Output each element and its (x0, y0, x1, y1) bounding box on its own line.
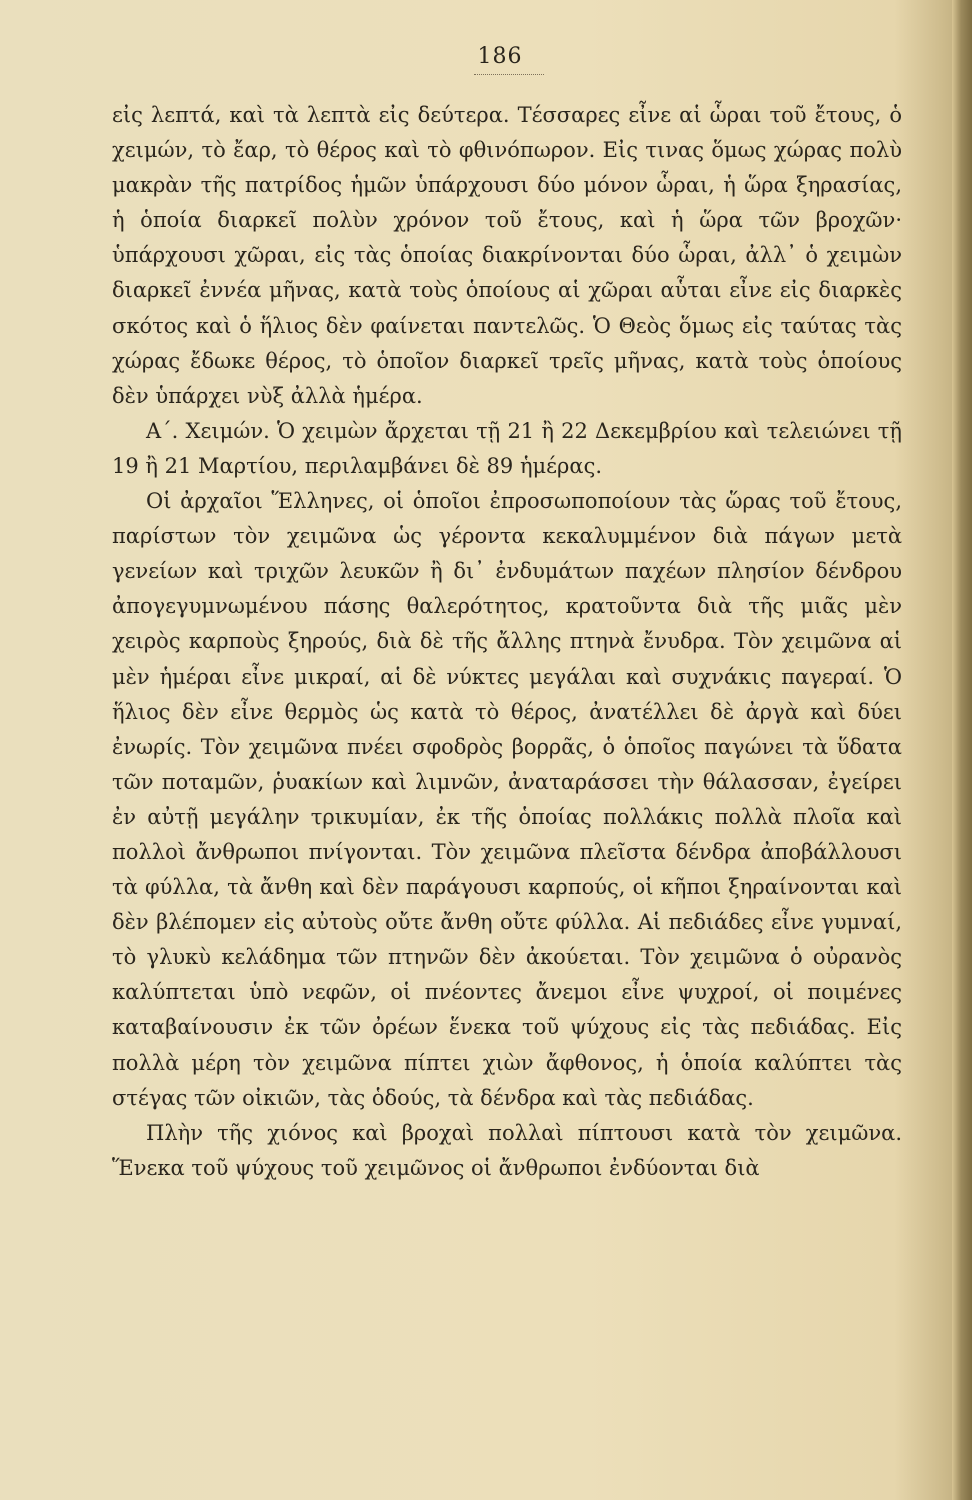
paragraph-winter-heading: Α΄. Χειμών. Ὁ χειμὼν ἄρχεται τῇ 21 ἢ 22 Δεκεμβρίου καὶ τελειώνει τῇ 19 ἢ 21 Μαρτίου, περιλαμβάνει δὲ 89 ἡμέρας. (112, 418, 902, 478)
paragraph-snow-rain: Πλὴν τῆς χιόνος καὶ βροχαὶ πολλαὶ πίπτουσι κατὰ τὸν χειμῶνα. Ἕνεκα τοῦ ψύχους τοῦ χειμῶνος οἱ ἄνθρωποι ἐνδύονται διὰ (112, 1120, 902, 1180)
paragraph-winter-description: Οἱ ἀρχαῖοι Ἕλληνες, οἱ ὁποῖοι ἐπροσωποποίουν τὰς ὥρας τοῦ ἔτους, παρίστων τὸν χειμῶνα ὡς γέροντα κεκαλυμμένον διὰ πάγων μετὰ γενείων καὶ τριχῶν λευκῶν ἢ δι᾽ ἐνδυμάτων παχέων πλησίον δένδρου ἀπογεγυμνωμένου πάσης θαλερότητος, κρατοῦντα διὰ τῆς μιᾶς μὲν χειρὸς καρποὺς ξηρούς, διὰ δὲ τῆς ἄλλης πτηνὰ ἔνυδρα. Τὸν χειμῶνα αἱ μὲν ἡμέραι εἶνε μικραί, αἱ δὲ νύκτες μεγάλαι καὶ συχνάκις παγεραί. Ὁ ἥλιος δὲν εἶνε θερμὸς ὡς κατὰ τὸ θέρος, ἀνατέλλει δὲ ἀργὰ καὶ δύει ἐνωρίς. Τὸν χειμῶνα πνέει σφοδρὸς βορρᾶς, ὁ ὁποῖος παγώνει τὰ ὕδατα τῶν ποταμῶν, ῥυακίων καὶ λιμνῶν, ἀναταράσσει τὴν θάλασσαν, ἐγείρει ἐν αὐτῇ μεγάλην τρικυμίαν, ἐκ τῆς ὁποίας πολλάκις πολλὰ πλοῖα καὶ πολλοὶ ἄνθρωποι πνίγονται. Τὸν χειμῶνα πλεῖστα δένδρα ἀποβάλλουσι τὰ φύλλα, τὰ ἄνθη καὶ δὲν παράγουσι καρπούς, οἱ κῆποι ξηραίνονται καὶ δὲν βλέπομεν εἰς αὐτοὺς οὔτε ἄνθη οὔτε φύλλα. Αἱ πεδιάδες εἶνε γυμναί, τὸ γλυκὺ κελάδημα τῶν πτηνῶν δὲν ἀκούεται. Τὸν χειμῶνα ὁ οὐρανὸς καλύπτεται ὑπὸ νεφῶν, οἱ πνέοντες ἄνεμοι εἶνε ψυχροί, οἱ ποιμένες καταβαίνουσιν ἐκ τῶν ὀρέων ἕνεκα τοῦ ψύχους εἰς τὰς πεδιάδας. Εἰς πολλὰ μέρη τὸν χειμῶνα πίπτει χιὼν ἄφθονος, ἡ ὁποία καλύπτει τὰς στέγας τῶν οἰκιῶν, τὰς ὁδούς, τὰ δένδρα καὶ τὰς πεδιάδας. (112, 489, 902, 1110)
page-edge-shadow (952, 0, 972, 1500)
page-number: 186 (477, 44, 523, 69)
page-number-underline (474, 74, 544, 75)
paragraph-continuation: εἰς λεπτά, καὶ τὰ λεπτὰ εἰς δεύτερα. Τέσσαρες εἶνε αἱ ὧραι τοῦ ἔτους, ὁ χειμών, τὸ ἔαρ, τὸ θέρος καὶ τὸ φθινόπωρον. Εἰς τινας ὅμως χώρας πολὺ μακρὰν τῆς πατρίδος ἡμῶν ὑπάρχουσι δύο μόνον ὧραι, ἡ ὥρα ξηρασίας, ἡ ὁποία διαρκεῖ πολὺν χρόνον τοῦ ἔτους, καὶ ἡ ὥρα τῶν βροχῶν· ὑπάρχουσι χῶραι, εἰς τὰς ὁποίας διακρίνονται δύο ὧραι, ἀλλ᾽ ὁ χειμὼν διαρκεῖ ἐννέα μῆνας, κατὰ τοὺς ὁποίους αἱ χῶραι αὗται εἶνε εἰς διαρκὲς σκότος καὶ ὁ ἥλιος δὲν φαίνεται παντελῶς. Ὁ Θεὸς ὅμως εἰς ταύτας τὰς χώρας ἔδωκε θέρος, τὸ ὁποῖον διαρκεῖ τρεῖς μῆνας, κατὰ τοὺς ὁποίους δὲν ὑπάρχει νὺξ ἀλλὰ ἡμέρα. (112, 103, 902, 408)
body-text (112, 98, 902, 1186)
